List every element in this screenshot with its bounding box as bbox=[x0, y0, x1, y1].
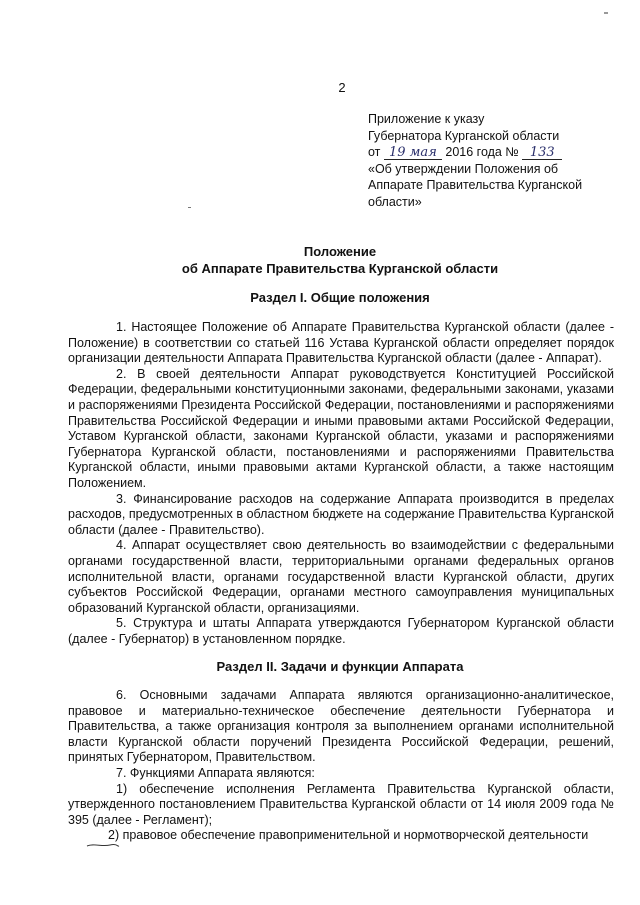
scan-dot bbox=[188, 207, 191, 208]
scan-speck bbox=[604, 12, 608, 14]
title-line-2: об Аппарате Правительства Курганской области bbox=[181, 261, 499, 276]
section-2-heading: Раздел II. Задачи и функции Аппарата bbox=[216, 659, 464, 674]
paragraph-4: 4. Аппарат осуществляет свою деятельность во взаимодействии с федеральными органами государственной власти, территориальными органами федеральных органов исполнительной власти, органами государственной власти Курганской области, других субъектов Российской Федерации, органами местного самоуправления муниципальных образований Курганской области, организациями. bbox=[68, 538, 614, 615]
paragraph-3: 3. Финансирование расходов на содержание Аппарата производится в пределах расходов, предусмотренных в областном бюджете на содержание Правительства Курганской области (далее - Правительство). bbox=[68, 491, 614, 537]
paragraph-5: 5. Структура и штаты Аппарата утверждаются Губернатором Курганской области (далее - Губернатор) в установленном порядке. bbox=[68, 616, 614, 646]
annex-line-6: области» bbox=[368, 194, 422, 209]
annex-line-4: «Об утверждении Положения об bbox=[368, 161, 559, 176]
section-1-heading: Раздел I. Общие положения bbox=[250, 290, 430, 305]
annex-line-5: Аппарате Правительства Курганской bbox=[368, 178, 583, 192]
annex-line-1: Приложение к указу bbox=[368, 112, 485, 126]
annex-date-prefix: от bbox=[368, 145, 381, 159]
paragraph-7-item-1: 1) обеспечение исполнения Регламента Правительства Курганской области, утвержденного постановлением Правительства Курганской области от 14 июля 2009 года № 395 (далее - Регламент); bbox=[68, 781, 614, 827]
margin-scribble-icon bbox=[86, 838, 120, 850]
page-number: 2 bbox=[338, 80, 346, 95]
paragraph-2: 2. В своей деятельности Аппарат руководствуется Конституцией Российской Федерации, федеральными конституционными законами, федеральными законами, указами и распоряжениями Президента Российской Федерации, постановлениями и распоряжениями Правительства Российской Федерации и иными правовыми актами Российской Федерации, Уставом Курганской области, законами Курганской области, указами и распоряжениями Губернатора Курганской области, постановлениями и распоряжениями Правительства Курганской области, иными правовыми актами Курганской области, а также настоящим Положением. bbox=[68, 366, 614, 490]
section-1-body bbox=[68, 320, 614, 647]
annex-block bbox=[368, 111, 618, 210]
annex-line-2: Губернатора Курганской области bbox=[368, 128, 560, 143]
paragraph-6: 6. Основными задачами Аппарата являются организационно-аналитическое, правовое и материально-техническое обеспечение деятельности Губернатора и Правительства, а также организация контроля за выполнением органами исполнительной власти Курганской области поручений Президента Российской Федерации, решений, принятых Губернатором, Правительством. bbox=[68, 688, 614, 765]
annex-date-suffix: 2016 года № bbox=[445, 145, 519, 159]
title-line-1: Положение bbox=[303, 244, 377, 259]
annex-date-line bbox=[368, 144, 618, 161]
paragraph-1: 1. Настоящее Положение об Аппарате Правительства Курганской области (далее - Положение) в соответствии со статьей 116 Устава Курганской области определяет порядок организации деятельности Аппарата Правительства Курганской области (далее - Аппарат). bbox=[68, 320, 614, 366]
paragraph-7: 7. Функциями Аппарата являются: bbox=[116, 765, 315, 780]
handwritten-number: 133 bbox=[522, 146, 562, 160]
document-title bbox=[60, 243, 620, 277]
handwritten-date: 19 мая bbox=[384, 146, 442, 160]
paragraph-7-item-2: 2) правовое обеспечение правоприменительной и нормотворческой деятельности bbox=[108, 828, 589, 843]
section-2-body bbox=[68, 688, 614, 844]
